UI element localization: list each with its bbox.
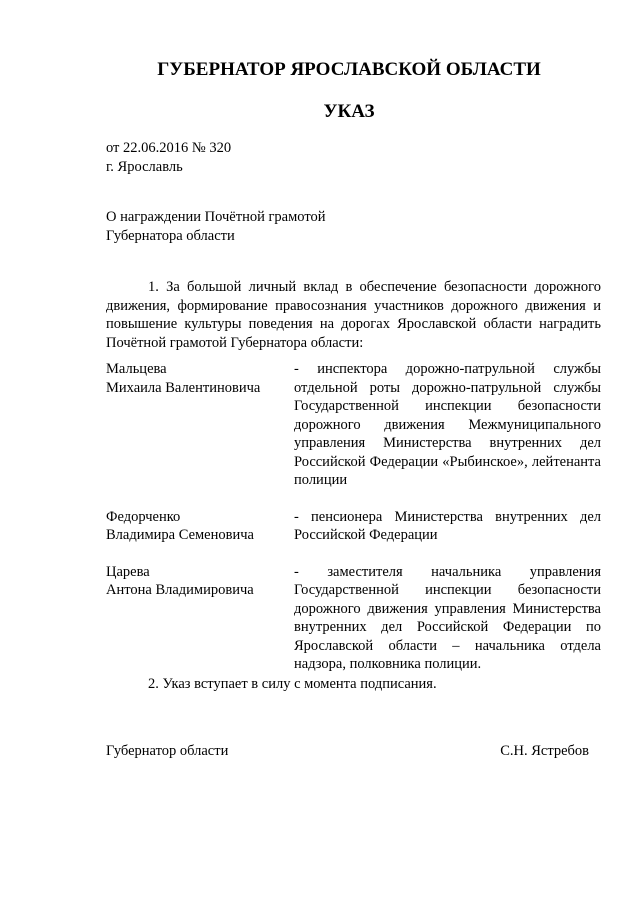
awardee-description: - пенсионера Министерства внутренних дел Российской Федерации [294, 508, 601, 543]
awardee-description: - заместителя начальника управления Государственной инспекции безопасности дорожного движения управления Министерства внутренних дел Российской Федерации по Ярославской области – начальника отдела надзора, полковника полиции. [294, 563, 601, 672]
awardee-name [106, 360, 294, 490]
decree-meta [106, 139, 231, 176]
decree-subject [106, 208, 326, 245]
awardee-list [106, 360, 601, 692]
awardee-row [106, 360, 601, 490]
signatory-name: С.Н. Ястребов [500, 743, 589, 759]
awardee-row [106, 508, 601, 545]
awardee-given-names: Антона Владимировича [106, 582, 254, 598]
signatory-title: Губернатор области [106, 743, 229, 759]
subject-line-1: О награждении Почётной грамотой [106, 209, 326, 225]
awardee-given-names: Михаила Валентиновича [106, 379, 261, 396]
city: г. Ярославль [106, 158, 183, 175]
awardee-surname: Федорченко [106, 508, 181, 525]
paragraph-2: 2. Указ вступает в силу с момента подписания. [148, 676, 437, 692]
awardee-surname: Царева [106, 563, 150, 580]
decree-type: УКАЗ [323, 101, 375, 122]
awardee-given-names: Владимира Семеновича [106, 527, 254, 543]
subject-line-2: Губернатора области [106, 227, 235, 244]
awardee-surname: Мальцева [106, 361, 167, 377]
header-title: ГУБЕРНАТОР ЯРОСЛАВСКОЙ ОБЛАСТИ [157, 59, 541, 80]
awardee-description: - инспектора дорожно-патрульной службы отдельной роты дорожно-патрульной службы Государственной инспекции безопасности дорожного движения Межмуниципального управления Министерства внутренних дел Российской Федерации «Рыбинское», лейтенанта полиции [294, 361, 601, 488]
awardee-name [106, 508, 294, 545]
paragraph-1: 1. За большой личный вклад в обеспечение безопасности дорожного движения, формирование правосознания участников дорожного движения и повышение культуры поведения на дорогах Ярославской области наградить Почётной грамотой Губернатора области: [106, 279, 601, 351]
signature-block [106, 742, 589, 761]
date-number: от 22.06.2016 № 320 [106, 140, 232, 156]
awardee-name [106, 563, 294, 674]
awardee-row [106, 563, 601, 674]
